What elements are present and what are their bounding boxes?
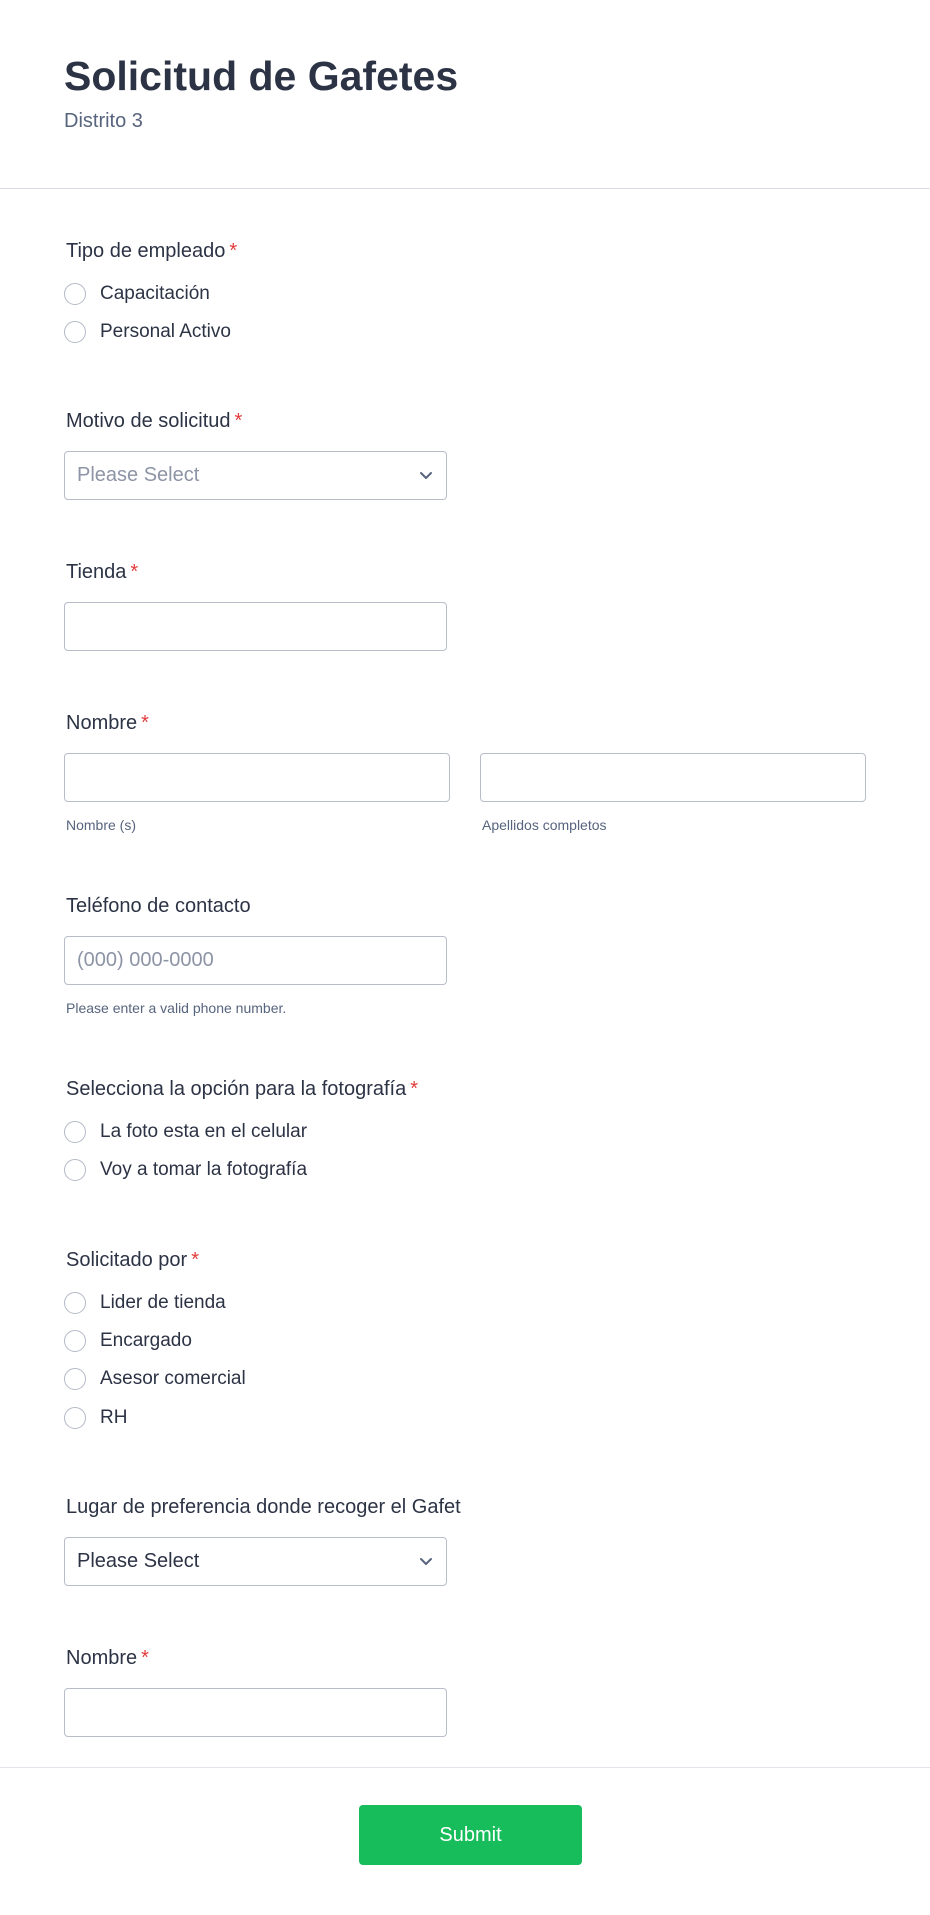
- radio-option-label: Encargado: [100, 1330, 192, 1351]
- submit-button[interactable]: Submit: [359, 1805, 582, 1865]
- radio-option-capacitacion[interactable]: [64, 280, 210, 308]
- tipo-empleado-label: Tipo de empleado *: [66, 240, 238, 262]
- solicitado-por-label: Solicitado por *: [66, 1249, 199, 1271]
- radio-option-label: Capacitación: [100, 283, 210, 304]
- radio-option-personal-activo[interactable]: [64, 318, 231, 346]
- form-header: [0, 0, 930, 189]
- fotografia-label: Selecciona la opción para la fotografía *: [66, 1078, 419, 1100]
- lugar-select[interactable]: [64, 1537, 447, 1586]
- phone-input[interactable]: [64, 936, 447, 985]
- lugar-label: Lugar de preferencia donde recoger el Gafet: [66, 1496, 461, 1518]
- radio-button[interactable]: [64, 1121, 86, 1143]
- required-mark: *: [141, 712, 149, 734]
- page-title: Solicitud de Gafetes: [64, 53, 459, 99]
- select-value: Please Select: [77, 1550, 200, 1572]
- radio-option-label: Voy a tomar la fotografía: [100, 1159, 308, 1180]
- phone-hint: Please enter a valid phone number.: [66, 1000, 287, 1016]
- radio-button[interactable]: [64, 1292, 86, 1314]
- radio-button[interactable]: [64, 321, 86, 343]
- radio-button[interactable]: [64, 283, 86, 305]
- first-name-sublabel: Nombre (s): [66, 817, 137, 833]
- required-mark: *: [410, 1078, 419, 1100]
- nombre2-input[interactable]: [64, 1688, 447, 1737]
- nombre2-label: Nombre *: [66, 1647, 149, 1669]
- tienda-label: Tienda *: [66, 561, 139, 583]
- nombre-label: Nombre *: [66, 712, 149, 734]
- first-name-input[interactable]: [64, 753, 450, 802]
- chevron-down-icon: [418, 467, 434, 483]
- page-subtitle: Distrito 3: [64, 110, 143, 132]
- radio-option-label: RH: [100, 1407, 128, 1428]
- required-mark: *: [229, 240, 238, 262]
- radio-option-encargado[interactable]: [64, 1327, 192, 1355]
- last-name-input[interactable]: [480, 753, 866, 802]
- radio-button[interactable]: [64, 1407, 86, 1429]
- radio-button[interactable]: [64, 1330, 86, 1352]
- radio-button[interactable]: [64, 1368, 86, 1390]
- radio-option-label: La foto esta en el celular: [100, 1121, 308, 1142]
- required-mark: *: [234, 410, 243, 432]
- required-mark: *: [141, 1647, 149, 1669]
- chevron-down-icon: [418, 1553, 434, 1569]
- motivo-label: Motivo de solicitud *: [66, 410, 243, 432]
- radio-option-rh[interactable]: [64, 1404, 127, 1432]
- telefono-label: Teléfono de contacto: [66, 895, 251, 917]
- required-mark: *: [130, 561, 139, 583]
- radio-option-asesor[interactable]: [64, 1365, 246, 1393]
- motivo-select[interactable]: [64, 451, 447, 500]
- radio-option-foto-celular[interactable]: [64, 1118, 307, 1146]
- tienda-input[interactable]: [64, 602, 447, 651]
- radio-button[interactable]: [64, 1159, 86, 1181]
- radio-option-label: Lider de tienda: [100, 1292, 226, 1313]
- radio-option-label: Personal Activo: [100, 321, 231, 342]
- required-mark: *: [191, 1249, 199, 1271]
- radio-option-tomar-foto[interactable]: [64, 1156, 307, 1184]
- last-name-sublabel: Apellidos completos: [482, 817, 607, 833]
- radio-option-lider[interactable]: [64, 1289, 226, 1317]
- select-placeholder: Please Select: [77, 464, 200, 486]
- radio-option-label: Asesor comercial: [100, 1368, 246, 1389]
